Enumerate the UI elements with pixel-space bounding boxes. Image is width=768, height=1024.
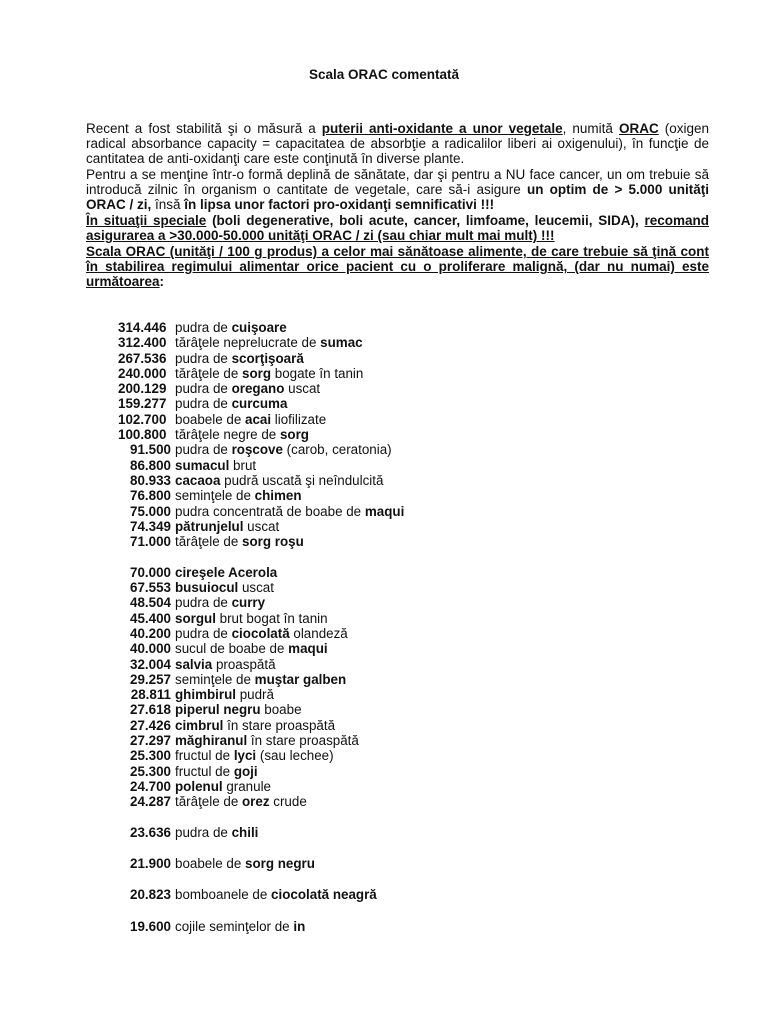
orac-value: 19.600	[130, 918, 171, 934]
orac-value: 20.823	[130, 887, 171, 903]
item-food-name: muştar galben	[254, 671, 347, 687]
intro-text-3: (oxigen radical absorbance capacity = capacitatea de absorbţie a radicalilor liberi ai oxigenului), în funcţie de cantitatea de anti-oxidanţi care este conţinută în diverse plante.	[86, 121, 709, 167]
item-food-name: salvia	[175, 656, 213, 672]
orac-value: 314.446	[118, 320, 167, 335]
item-food-name: cimbrul	[175, 717, 224, 733]
list-item	[118, 794, 404, 809]
orac-value: 40.200	[130, 625, 171, 641]
list-item	[118, 381, 404, 396]
item-prefix: seminţele de	[175, 488, 255, 504]
item-suffix: uscat	[243, 518, 280, 534]
list-item	[118, 626, 404, 641]
orac-value: 75.000	[130, 503, 171, 519]
item-prefix: tărâţele de	[175, 365, 242, 381]
intro-text-1: Recent a fost stabilită şi o măsură a	[86, 121, 322, 136]
orac-value: 159.277	[118, 396, 167, 412]
list-item	[118, 718, 404, 733]
item-suffix: uscat	[284, 381, 321, 397]
list-item	[118, 687, 404, 702]
item-food-name: sumac	[320, 335, 363, 351]
special-heading: În situaţii speciale	[86, 213, 207, 228]
item-prefix: sucul de boabe de	[175, 641, 289, 657]
item-suffix: (carob, ceratonia)	[282, 442, 392, 458]
list-item	[118, 919, 404, 934]
list-item	[118, 534, 404, 549]
orac-value: 86.800	[130, 457, 171, 473]
item-prefix: pudra de	[175, 595, 232, 611]
item-suffix: uscat	[238, 580, 274, 596]
health-optimum: un optim de > 5.000 unităţi ORAC / zi,	[86, 182, 710, 213]
orac-values-list	[118, 320, 404, 934]
list-item	[118, 764, 404, 779]
item-suffix: crude	[269, 794, 307, 810]
item-food-name: ciocolată	[231, 625, 290, 641]
list-item	[118, 611, 404, 626]
orac-value: 267.536	[118, 350, 167, 366]
item-prefix: fructul de	[175, 763, 234, 779]
list-item	[118, 427, 404, 442]
item-prefix: seminţele de	[175, 671, 255, 687]
special-recommendation: recomand asigurarea a >30.000-50.000 unităţi ORAC / zi (sau chiar mult mai mult) !!!	[86, 213, 709, 244]
orac-value: 29.257	[130, 671, 171, 687]
orac-value: 45.400	[130, 610, 171, 626]
item-prefix: bomboanele de	[175, 887, 272, 903]
orac-value: 27.297	[130, 733, 171, 749]
item-prefix: boabele de	[175, 411, 245, 427]
item-suffix: liofilizate	[271, 411, 327, 427]
orac-value: 24.700	[130, 778, 171, 794]
list-item	[118, 396, 404, 411]
orac-value: 25.300	[130, 763, 171, 779]
orac-value: 23.636	[130, 824, 171, 840]
list-item	[118, 458, 404, 473]
special-situations-paragraph	[73, 213, 709, 243]
orac-value: 27.618	[130, 702, 171, 718]
item-food-name: maqui	[288, 641, 328, 657]
item-food-name: in	[293, 918, 306, 934]
orac-value: 100.800	[118, 427, 167, 443]
item-food-name: roşcove	[231, 442, 283, 458]
special-conditions: (boli degenerative, boli acute, cancer, limfoame, leucemii, SIDA),	[206, 213, 645, 228]
item-suffix: brut	[229, 457, 257, 473]
item-prefix: pudra de	[175, 824, 232, 840]
item-suffix: în stare proaspătă	[223, 717, 336, 733]
orac-value: 71.000	[130, 534, 171, 550]
item-prefix: cojile seminţelor de	[175, 918, 294, 934]
list-item	[118, 412, 404, 427]
list-item	[118, 580, 404, 595]
item-food-name: sumacul	[175, 457, 230, 473]
orac-value: 40.000	[130, 641, 171, 657]
orac-value: 27.426	[130, 717, 171, 733]
orac-value: 25.300	[130, 748, 171, 764]
orac-value: 102.700	[118, 411, 167, 427]
intro-highlight: puterii anti-oxidante a unor vegetale	[321, 121, 563, 136]
orac-value: 24.287	[130, 794, 171, 810]
list-item	[118, 488, 404, 503]
item-suffix: în stare proaspătă	[247, 733, 359, 749]
item-food-name: polenul	[175, 778, 223, 794]
item-food-name: scorţişoară	[231, 350, 304, 366]
list-item	[118, 595, 404, 610]
orac-value: 67.553	[130, 580, 171, 596]
item-food-name: piperul negru	[175, 702, 261, 718]
health-warning: în lipsa unor factori pro-oxidanţi semnificativi !!!	[184, 197, 495, 213]
orac-value: 70.000	[130, 564, 171, 580]
list-item	[118, 504, 404, 519]
item-prefix: boabele de	[175, 856, 245, 872]
item-prefix: tărâţele de	[175, 794, 242, 810]
item-suffix: granule	[222, 778, 272, 794]
item-suffix: (sau lechee)	[256, 748, 334, 764]
item-suffix: bogate în tanin	[271, 365, 364, 381]
item-prefix: pudra de	[175, 320, 232, 335]
scale-intro-paragraph	[73, 244, 709, 290]
health-text-2: însă	[151, 197, 185, 213]
item-food-name: cacaoa	[175, 472, 221, 488]
orac-term: ORAC	[618, 121, 659, 136]
orac-value: 32.004	[130, 656, 171, 672]
item-food-name: busuiocul	[175, 580, 239, 596]
item-prefix: pudra de	[175, 625, 232, 641]
item-food-name: sorgul	[175, 610, 216, 626]
item-prefix: pudra concentrată de boabe de	[175, 503, 365, 519]
list-item	[118, 366, 404, 381]
item-food-name: acai	[245, 411, 272, 427]
item-food-name: sorg negru	[245, 856, 315, 872]
list-item	[118, 473, 404, 488]
list-item	[118, 672, 404, 687]
item-food-name: orez	[242, 794, 270, 810]
orac-value: 200.129	[118, 381, 167, 397]
item-prefix: pudra de	[175, 396, 232, 412]
list-item	[118, 825, 404, 840]
list-item	[118, 657, 404, 672]
list-item	[118, 335, 404, 350]
item-food-name: cireşele Acerola	[175, 564, 278, 580]
orac-value: 28.811	[130, 687, 171, 703]
list-item	[118, 779, 404, 794]
list-item	[118, 442, 404, 457]
orac-value: 74.349	[130, 518, 171, 534]
orac-value: 21.900	[130, 856, 171, 872]
item-suffix: pudră uscată şi neîndulcită	[220, 472, 384, 488]
item-prefix: pudra de	[175, 381, 232, 397]
item-food-name: cuişoare	[231, 320, 287, 335]
item-food-name: sorg roşu	[242, 534, 304, 550]
orac-value: 80.933	[130, 472, 171, 488]
item-suffix: proaspătă	[212, 656, 276, 672]
list-item	[118, 887, 404, 902]
scale-intro-colon: :	[159, 274, 165, 290]
list-item	[118, 733, 404, 748]
item-food-name: ghimbirul	[175, 687, 236, 703]
intro-paragraph	[73, 121, 709, 167]
item-suffix: brut bogat în tanin	[215, 610, 328, 626]
item-food-name: ciocolată neagră	[271, 887, 377, 903]
orac-value: 312.400	[118, 335, 167, 351]
item-suffix: olandeză	[289, 625, 348, 641]
orac-value: 91.500	[130, 442, 171, 458]
item-prefix: pudra de	[175, 350, 232, 366]
item-prefix: tărâţele neprelucrate de	[175, 335, 321, 351]
orac-value: 76.800	[130, 488, 171, 504]
list-item	[118, 856, 404, 871]
item-prefix: pudra de	[175, 442, 232, 458]
list-item	[118, 351, 404, 366]
item-food-name: pătrunjelul	[175, 518, 244, 534]
item-prefix: tărâţele negre de	[175, 427, 280, 443]
scale-intro-text: Scala ORAC (unităţi / 100 g produs) a celor mai sănătoase alimente, de care trebuie să ţină cont în stabilirea regimului alimentar orice pacient cu o proliferare malignă, (dar nu numai) este următoarea	[86, 244, 709, 290]
item-food-name: curcuma	[231, 396, 288, 412]
item-food-name: chili	[231, 824, 259, 840]
list-item	[118, 565, 404, 580]
intro-text-2: , numită	[562, 121, 619, 136]
list-item	[118, 519, 404, 534]
item-suffix: boabe	[260, 702, 302, 718]
item-food-name: lyci	[233, 748, 257, 764]
item-food-name: chimen	[254, 488, 302, 504]
item-food-name: oregano	[231, 381, 285, 397]
orac-value: 240.000	[118, 365, 167, 381]
list-item	[118, 748, 404, 763]
item-prefix: tărâţele de	[175, 534, 242, 550]
health-text-1: Pentru a se menţine într-o formă deplină de sănătate, dar şi pentru a NU face cancer, un om trebuie să introducă zilnic în organism o cantitate de vegetale, care să-i asigure	[86, 167, 709, 198]
orac-value: 48.504	[130, 595, 171, 611]
item-food-name: maqui	[364, 503, 405, 519]
item-prefix: fructul de	[175, 748, 234, 764]
item-suffix: pudră	[236, 687, 274, 703]
list-item	[118, 702, 404, 717]
item-food-name: măghiranul	[175, 733, 248, 749]
item-food-name: curry	[231, 595, 266, 611]
item-food-name: goji	[233, 763, 258, 779]
list-item	[118, 320, 404, 335]
list-item	[118, 641, 404, 656]
item-food-name: sorg	[279, 427, 309, 443]
item-food-name: sorg	[242, 365, 272, 381]
page-title: Scala ORAC comentată	[308, 67, 460, 82]
health-paragraph	[73, 167, 709, 213]
